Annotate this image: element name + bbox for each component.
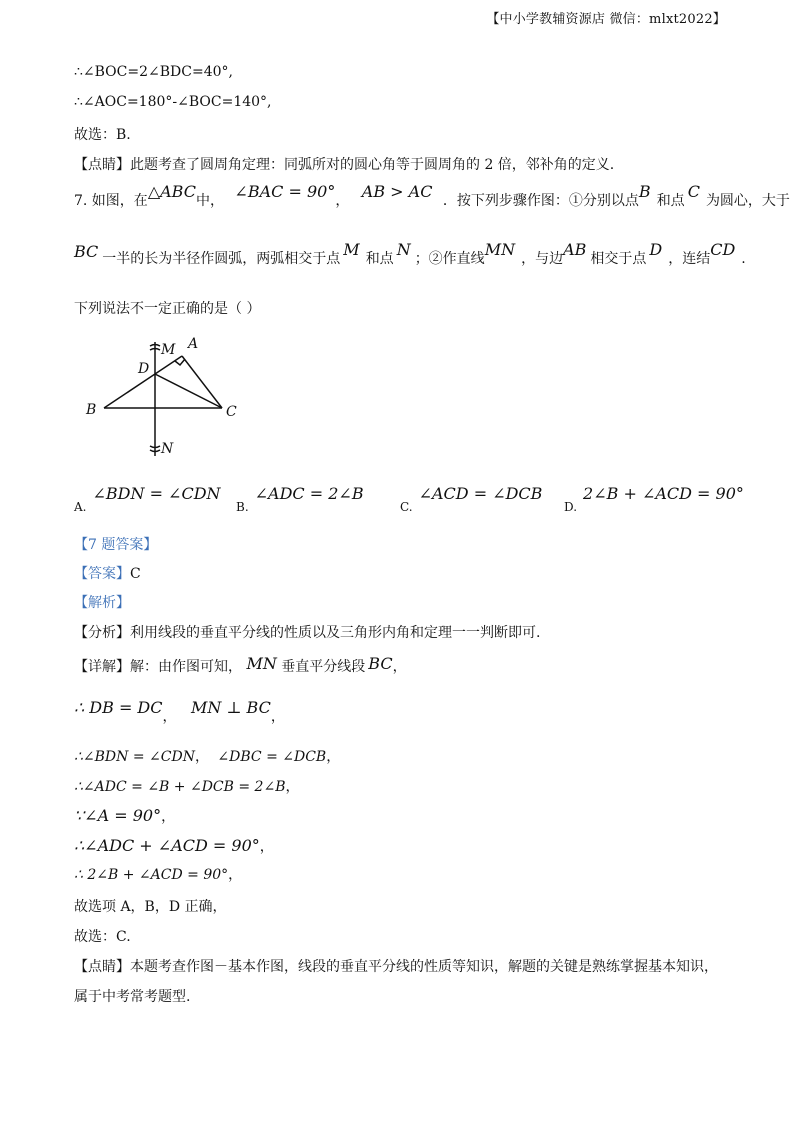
step-2	[74, 746, 340, 766]
step-1-a: ∴ DB = DC	[74, 698, 163, 717]
answer-title: 【7 题答案】	[74, 537, 158, 553]
option-a[interactable]	[74, 484, 221, 514]
option-c-expr: ∠ACD = ∠DCB	[418, 484, 543, 503]
q-text: ，与边	[521, 251, 564, 267]
step-1-b: MN ⊥ BC	[190, 698, 271, 717]
question-line-1	[74, 182, 790, 210]
option-d-expr: 2∠B + ∠ACD = 90°	[583, 484, 744, 503]
q-point-N: N	[396, 240, 411, 259]
xj-text: 【详解】解：由作图可知，	[74, 659, 242, 675]
q-line-MN: MN	[484, 240, 516, 259]
step-2-b: ∠DBC = ∠DCB	[217, 749, 327, 765]
prev-dianjing: 【点睛】此题考查了圆周角定理：同弧所对的圆心角等于圆周角的 2 倍，邻补角的定义.	[74, 157, 615, 173]
label-M: M	[161, 342, 176, 358]
label-A: A	[188, 336, 199, 352]
q-text: 为圆心，大于	[705, 193, 790, 209]
step-1-sep: ，	[162, 709, 177, 725]
step-5-expr: ∴∠ADC + ∠ACD = 90°	[74, 836, 260, 855]
segment-AC	[182, 356, 222, 408]
label-C: C	[226, 404, 237, 420]
q-triangle: △ABC	[147, 182, 196, 201]
q-text: ，连结	[668, 251, 711, 267]
step-3	[74, 776, 299, 796]
step-2-a: ∴∠BDN = ∠CDN	[74, 749, 195, 765]
q-point-C: C	[687, 182, 700, 201]
step-3-expr: ∴∠ADC = ∠B + ∠DCB = 2∠B	[74, 779, 286, 795]
q-text: 和点	[656, 193, 685, 209]
q-inequality: AB > AC	[361, 182, 433, 201]
option-d[interactable]	[564, 484, 744, 514]
page-header: 【中小学教辅资源店 微信：mlxt2022】	[486, 12, 726, 27]
step-6-end: ，	[228, 867, 243, 883]
dianjing-line-1: 【点睛】本题考查作图－基本作图，线段的垂直平分线的性质等知识，解题的关键是熟练掌握基本知识，	[74, 959, 718, 975]
q-text: 和点	[365, 251, 394, 267]
question-line-2	[74, 240, 746, 268]
step-4-expr: ∵∠A = 90°	[74, 806, 162, 825]
step-4	[74, 806, 175, 826]
fenxi-line: 【分析】利用线段的垂直平分线的性质以及三角形内角和定理一一判断即可.	[74, 625, 541, 641]
option-c[interactable]	[400, 484, 543, 514]
q-text: .	[741, 251, 746, 267]
label-D: D	[138, 361, 150, 377]
triangle-figure	[84, 326, 254, 466]
option-c-label: C.	[400, 500, 413, 514]
label-B: B	[86, 402, 97, 418]
step-2-end: ，	[326, 749, 341, 765]
q-text: ．按下列步骤作图：①分别以点	[442, 193, 639, 209]
option-b-expr: ∠ADC = 2∠B	[254, 484, 364, 503]
step-6	[74, 864, 242, 884]
question-line-3: 下列说法不一定正确的是（ ）	[74, 301, 261, 317]
answer-tag: 【答案】	[74, 566, 130, 582]
prev-line-2: ∴∠AOC=180°-∠BOC=140°,	[74, 94, 272, 110]
q-point-B: B	[638, 182, 651, 201]
option-b[interactable]	[236, 484, 364, 514]
option-d-label: D.	[564, 500, 578, 514]
step-1-end: ，	[270, 709, 285, 725]
jiexi-tag: 【解析】	[74, 595, 130, 611]
answer-value: C	[130, 566, 141, 582]
step-2-sep: ，	[194, 749, 209, 765]
xj-text: 垂直平分线段	[281, 659, 366, 675]
q-point-D: D	[649, 240, 663, 259]
label-N: N	[161, 441, 174, 457]
q-angle: ∠BAC = 90°	[234, 182, 336, 201]
q-segment-BC: BC	[74, 242, 99, 261]
q-text: ，	[335, 193, 350, 209]
q-point-M: M	[343, 240, 360, 259]
q-text: ；②作直线	[414, 251, 485, 267]
q-text: 7. 如图，在	[74, 193, 148, 209]
xj-text: ，	[392, 659, 407, 675]
q-text: 一半的长为半径作圆弧，两弧相交于点	[102, 251, 341, 267]
segment-DC	[155, 374, 222, 408]
xj-BC: BC	[368, 654, 393, 673]
step-7: 故选项 A，B，D 正确，	[74, 899, 227, 915]
step-8: 故选：C.	[74, 929, 131, 945]
q-segment-AB: AB	[563, 240, 587, 259]
step-1	[74, 698, 285, 725]
step-6-expr: ∴ 2∠B + ∠ACD = 90°	[74, 867, 229, 883]
q-text: 相交于点	[590, 251, 647, 267]
prev-line-1: ∴∠BOC=2∠BDC=40°,	[74, 64, 233, 80]
prev-line-3: 故选：B.	[74, 127, 131, 143]
answer-line	[74, 563, 141, 583]
q-segment-CD: CD	[710, 240, 736, 259]
option-a-expr: ∠BDN = ∠CDN	[92, 484, 221, 503]
option-b-label: B.	[236, 500, 249, 514]
step-3-end: ，	[285, 779, 300, 795]
xj-MN: MN	[246, 654, 277, 673]
step-5	[74, 836, 274, 856]
q-text: 中，	[195, 193, 224, 209]
option-a-label: A.	[74, 500, 87, 514]
xiangjie-line	[74, 656, 407, 676]
dianjing-line-2: 属于中考常考题型.	[74, 989, 191, 1005]
step-4-end: ，	[161, 809, 176, 825]
step-5-end: ，	[259, 839, 274, 855]
